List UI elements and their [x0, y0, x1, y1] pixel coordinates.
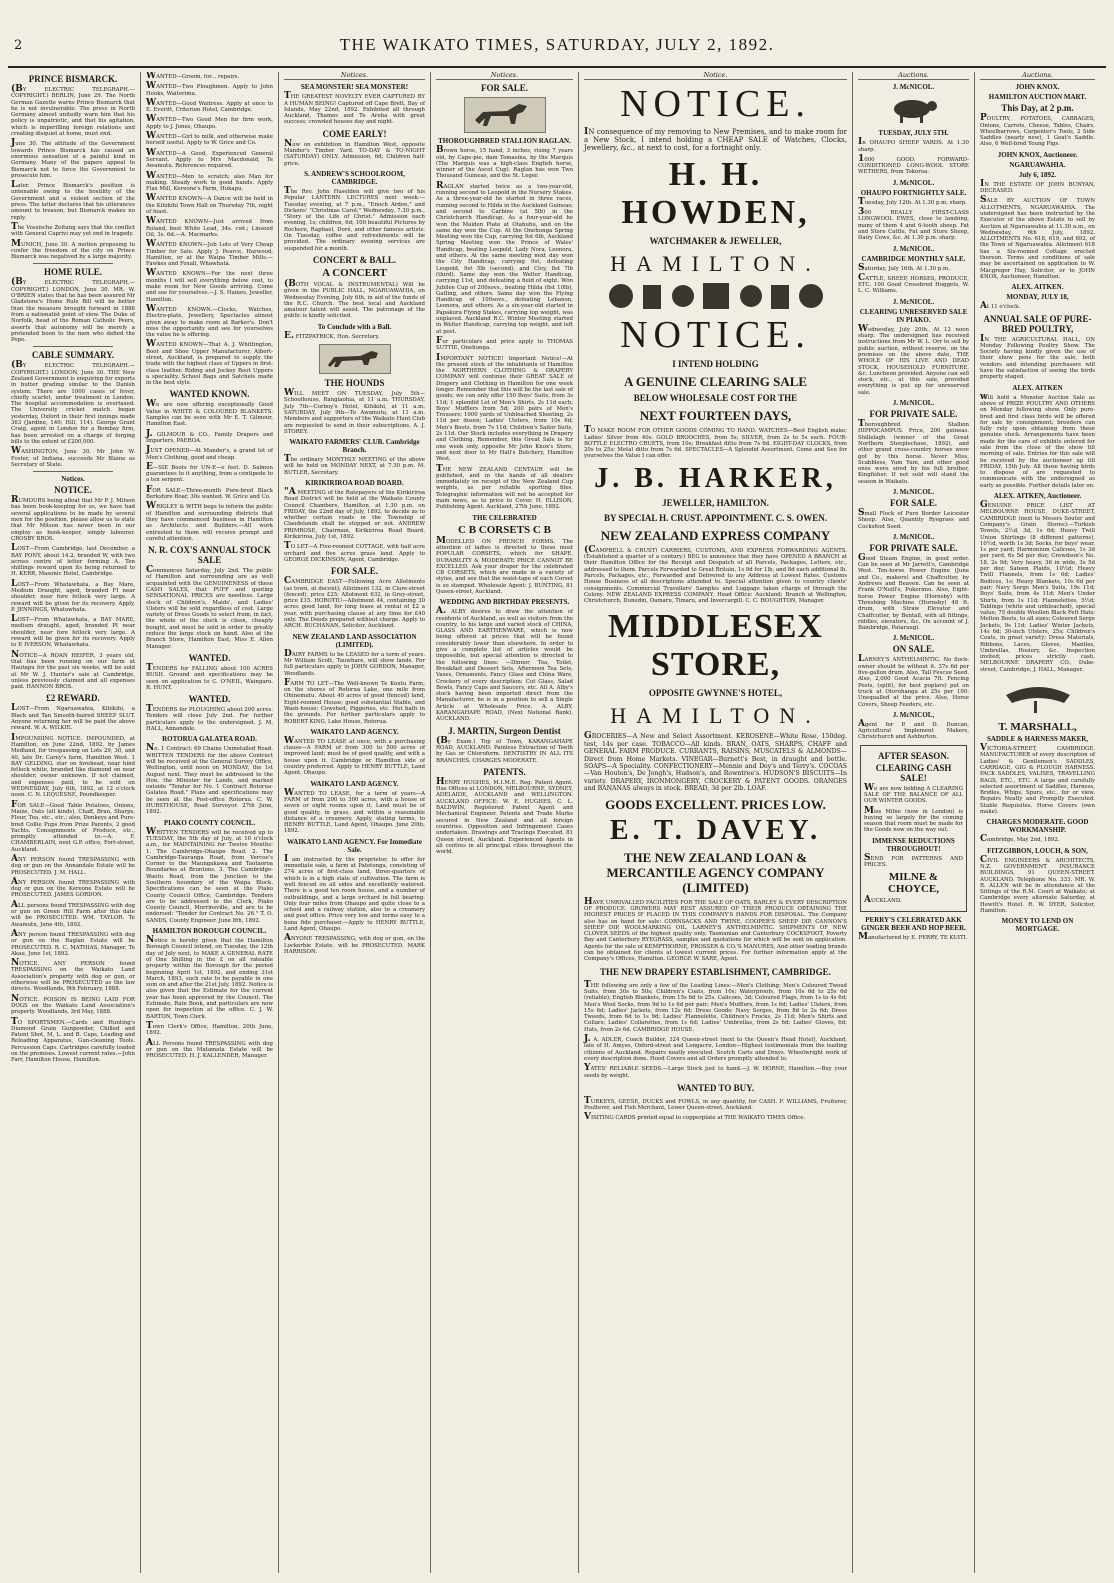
ad-heading: THE NEW ZEALAND LOAN & MERCANTILE AGENCY COMPANY (LIMITED)	[606, 849, 825, 895]
ad-text: NOTICE. ANY PERSON found TRESPASSING on the Waikato Land Association's property with dog or gun, or otherwise will be PROSECUTED as the law directs. Woodlands, 9th February, 1888.	[11, 958, 135, 993]
ad-text: THE GREATEST NOVELTY EVER CAPTURED BY A HUMAN BEING! Captured off Cape Brett, Bay of Islands, May 22nd, 1892. Exhibited all through Auckland, Thames and Te Aroha with great success; crowded houses day and night.	[284, 91, 425, 126]
article-paragraph: June 30. The attitude of the Government towards Prince Bismarck has caused an enormous sensation of a painful kind in Germany. Many of the papers appeal to Bismarck not to force the Government to prosecute him.	[11, 138, 135, 179]
ad-text: WANTED TO LEASE, for a term of years—A FARM of from 200 to 300 acres, with a house of seven or eight rooms upon it. Land must be of good quality, in grass, and within a reasonable distance of a creamery. Apply, stating terms, to HENRY BUTTLE, Land Agent, Ohaupo. June 20th, 1892.	[284, 787, 425, 835]
ad-heading: NEXT FOURTEEN DAYS,	[639, 408, 792, 424]
ad-heading: WAIKATO LAND AGENCY.	[310, 727, 399, 736]
column-2	[141, 72, 279, 1573]
auctioneer-name: J. McNICOL.	[892, 487, 935, 496]
ad-text: WANTED KNOWN.—Clocks, Watches, Electro-plate, Jewellery, Spectacles almost given away to make room at Barker's. Don't miss the opportunity and see for yourselves the value he is offering.	[146, 303, 273, 339]
ad-text: NOTICE. POISON IS BEING LAID FOR DOGS on the Waikato Land Association's property. Woodlands, 3rd May, 1888.	[11, 993, 135, 1016]
ad-text: Tuesday, July 12th. At 1.30 p.m. sharp.	[858, 196, 967, 207]
ad-heading: THE NEW DRAPERY ESTABLISHMENT, CAMBRIDGE.	[600, 966, 831, 977]
ad-text: WANTED KNOWN—That A. J. Whittington, Boot and Shoe Upper Manufacturer, Albert-street, Auckland, is prepared to supply the trade with the highest class of Uppers in first-class leather. Riding and Jockey Boot Uppers a speciality. School Bags and Satchels made in the best style.	[146, 339, 273, 387]
ad-text: WANTED KNOWN—Just arrived from Roland, best White Lead, 34s. cwt.; Linseed Oil, 3s. 6d.—A. Macmarks.	[146, 216, 273, 238]
ad-text: VICTORIA-STREET, CAMBRIDGE. MANUFACTURER of every description of Ladies' & Gentlemen's SADDLES, CARRIAGE, GIG & PLOUGH HARNESS. PACK SADDLES, VALISES, TRAVELLING BAGS, ETC., ETC. A large and carefully selected assortment of Saddles, Harness, Bridles, Whips, Spurs, etc., for or view. Repairs Neatly and Promptly Executed. Stable Requisites. Horse Covers (own make).	[980, 743, 1095, 816]
ad-heading: COME EARLY!	[322, 128, 387, 139]
ad-text: I INTEND HOLDING	[672, 359, 759, 370]
ad-text: NOTICE—A ROAN HEIFER, 3 years old, that has been running on our farm at Hautapu for the past six weeks, will be sold at Mr W. J. Hunter's sale at Cambridge, unless previously claimed and all expenses paid. HANNON BROS.	[11, 649, 135, 691]
ad-heading: CLEARING CASH SALE!	[875, 762, 952, 783]
ad-text: J. GILMOUR & CO., Family Drapers and Importers, PAEROA.	[146, 428, 273, 444]
ad-text: CATTLE, SHEEP, HORSES, PRODUCE, ETC. 100 Good Crossbred Hoggets, W. L. C. Williams.	[858, 272, 969, 295]
ad-text: In OHAUPO SHEEP YARDS. At 1.30 sharp.	[858, 137, 969, 153]
ad-heading: PATENTS.	[483, 766, 526, 777]
ad-heading: PIAKO COUNTY COUNCIL.	[163, 818, 256, 827]
merchant-name: J. B. HARKER,	[594, 462, 837, 494]
page-number: 2	[14, 38, 23, 53]
ad-heading: FOR PRIVATE SALE.	[869, 542, 958, 553]
ad-text: TO SPORTSMEN.—Cards and Hunting's Diamond Grain Gunpowder, Chilled and Patent Shot, M, L. and B. Caps, Loading and Reloading Apparatus, Gun-cleaning Tools. Percussion Caps. Cartridges carefully loaded on the premises. Lowest current rates.—John Farr, Hamilton House, Hamilton.	[11, 1016, 136, 1064]
notice-banner: NOTICE.	[620, 314, 811, 357]
ad-text: LOST—From Cambridge, last December, a BAY PONY, about 14.2, branded W, with two across centre of letter forming A. Ten shillings reward upon its being returned to H. KERR, Masonic Hotel, Cambridge.	[11, 543, 135, 578]
auctioneer-name: J. McNICOL,	[892, 710, 935, 719]
ad-text: 1000 GOOD, FORWARD-CONDITIONED LONG-WOOL STORE WETHERS, from Tokoroa.	[858, 153, 969, 176]
ad-text: A. ALBY desires to draw the attention of residents of Auckland, as well as visitors from the country, to his large and varied stock of CHINA, GLASS AND EARTHENWARE, which is now being offered at prices that will be found considerably lower than elsewhere. In order to give a complete list of articles would be impossible, but special attention is directed to the following lines: —Dinner, Tea, Toilet, Breakfast and Dessert Sets, Afternoon Tea Sets, Vases, Ornaments, Fancy Glass and China Ware, Crockery of every description; Cut Glass, Salad Bowls, Fancy Cups and Saucers, etc. All A. Alby's stock having been imported direct from the Manufacturer, he is in a position to sell a Single Article at Wholesale Price. A. ALBY, KARANGAHAPE ROAD, (Next National Bank), AUCKLAND.	[436, 606, 573, 723]
ad-heading: THOROUGHBRED STALLION RAGLAN.	[438, 137, 571, 146]
ad-text: "A MEETING of the Ratepayers of the Kirikiriroa Road District will be held at the Waikato County Council Chambers, Hamilton, at 1.30 p.m. on FRIDAY, the 22nd day of July, 1892, to decide as to whether certain roads in the Township of Claudelands shall be stopped or not. ANDREW PRIMROSE, Chairman, Kirikiriroa Road Board. Kirikiriroa, July 1st, 1892.	[284, 486, 425, 541]
auctioneer-name: J. McNICOL.	[892, 399, 935, 408]
ad-text: IMPORTANT NOTICE! Important Notice!—At the present stock of the inhabitants of Hamilton the NORTHERN CLOTHING & DRAPERY COMPANY will continue their GREAT SALE of Drapery and Clothing in Hamilton for one week longer. Remember that this will be the last sale of goods; we can only offer 150 Boys' Suits, from 3s 11d; 1 splendid Lot of Men's Shirts, 2s 11d each; Boys' Mufflers from 5d; 200 pairs of Men's Trousers; 1000 yards of Unbleached Sheeting, 2s 11d per dozen; Ladies' Ulsters, from 10s 6d; Men's Boots, from 7s 11d; Children's Sailor Suits, 2s 11d. Our Stock includes everything in Drapery and Clothing. Remember, this Great Sale is for one week only, opposite Mr John Knox's Store, and next door to Mr Hall's Butchery, Hamilton West.	[436, 352, 573, 463]
ad-heading: WAIKATO FARMERS' CLUB. Cambridge Branch.	[289, 438, 420, 455]
ad-text: I am instructed by the proprietor, to offer for immediate sale, a farm at Patetonga, consisting of 274 acres of first-class land, three-quarters of which is in a high state of cultivation. The farm is well fenced on all sides and excellently watered. There is a good ten room house, and a number of outbuildings, and a large orchard in full bearing. Only four miles from Ohaupo and quite close to a school and a railway station, also to a creamery and post office. Price very low and terms easy to a bona fide purchaser.—Apply to HENRY BUTTLE, Land Agent, Ohaupo.	[284, 853, 425, 933]
ad-text: Good Steam Engine, in good order. Can be seen at Mr Jarrett's, Cambridge West. Ten-horse Power Engine (June and Co., makers) and Chaffcutter, by Andrews and Beaven. Can be seen at Frank O'Neill's, Pukerimu. Also, Eight-horse Power Engine (Hornsby) with Threshing Machine (Hornsby) 48 ft. drum, with Straw Elevator and Chaffcutter, by Bentall, with all fittings, riddles, elevators, &c. On account of J. Bainbridge, Pataraugi.	[858, 552, 969, 632]
ad-text: ANY person found TRESPASSING with dog or gun on the Raglan Estate will be PROSECUTED. R. C. MATHIAS, Manager. Te Akau, June 1st, 1892.	[11, 928, 135, 957]
ad-text: WANTED—Men to scratch; also Man for making. Steady work to good hands. Apply Flax Mill, Kereone's Farm, Hukapu.	[146, 170, 273, 193]
ad-heading: SEA MONSTER! SEA MONSTER!	[300, 83, 409, 92]
notice-heading: NOTICE.	[54, 485, 92, 496]
ad-text: Agent for P. and D. Duncan, Agricultural Implement Makers, Christchurch and Ashburton.	[858, 718, 969, 741]
ad-heading: N. R. COX'S ANNUAL STOCK SALE	[148, 545, 271, 566]
ad-heading: PERRY'S CELEBRATED AKK GINGER BEER AND HOP BEER.	[861, 915, 966, 932]
ad-text: ANYONE TRESPASSING, with dog or gun, on the Lockerbie Estate, will be PROSECUTED. MARK HARRISON.	[284, 933, 425, 955]
ad-text: BY SPECIAL H. CRUST. APPOINTMENT. C. S. OWEN.	[603, 512, 828, 523]
ad-heading: IMMENSE REDUCTIONS THROUGHOUT!	[872, 836, 955, 853]
auctioneer-name: JOHN KNOX, Auctioneer.	[997, 150, 1078, 159]
ad-text: At 11 o'clock.	[980, 301, 1021, 312]
ad-heading: MONEY TO LEND ON MORTGAGE.	[1001, 917, 1074, 934]
article-paragraph: WASHINGTON, June 30. Mr John W. Foster, of Indiana, succeeds Mr Blaine as Secretary of State.	[11, 446, 135, 468]
ad-text: SALE BY AUCTION OF TOWN ALLOTMENTS, NGARUAWAHIA. The undersigned has been instructed by the Executor of the above Estate to sell by Auction at Ngaruawahia at 11.30 a.m., on Wednesday, 6th July, 1892. ALLOTMENTS No. 618, 619, and 692, of the Town of Ngaruawahia. Allotment 618 has a Six-roomed Cottage erected thereon. Terms and conditions of sale may be ascertained on application to W. Macgregor Hay, Solicitor, or to JOHN KNOX, Auctioneer, Hamilton.	[980, 195, 1095, 280]
ad-text: Manufactured by E. PERRY, TE KUITI.	[858, 931, 968, 942]
ad-text: Saturday, July 16th. At 1.30 p.m.	[858, 262, 950, 273]
auctioneer-name: J. McNICOL.	[892, 178, 935, 187]
ad-heading: TUESDAY, JULY 5TH.	[878, 129, 949, 138]
auctioneer-name: J. McNICOL.	[892, 532, 935, 541]
ad-text: WANTED KNOWN—For the next three months I will sell everything below cost, to make room for New Goods arriving. Come and see for yourselves.—J. S. Haines, Jeweller, Hamilton.	[146, 268, 273, 303]
ad-heading: C B CORSETS C B	[458, 523, 551, 536]
ad-heading: WAIKATO LAND AGENCY.	[310, 779, 399, 788]
column-5	[579, 72, 853, 1573]
ad-text: TURKEYS, GEESE, DUCKS and FOWLS, in any quantity, for CASH. F. WILLIAMS, Fruiterer, Poulterer, and Fish Merchant, Lower Queen-street, Auckland.	[584, 1095, 847, 1112]
store-name: MIDDLESEX STORE,	[608, 608, 823, 684]
ad-text: FARM TO LET—The Well-known Te Koutu Farm, on the shores of Rotorua Lake, one mile from Ohinemutu. About 40 acres of good (fenced) land, Eight-roomed House; good substantial Stable, and Wash-house; Cowshed, Piggeries, etc. Hot bath in the grounds. For further particulars apply to ROBERT KING, Lake House, Rotorua.	[284, 677, 425, 725]
ad-text: WANTED—Groom, for... repairs.	[146, 72, 240, 81]
auctioneer-name: J. McNICOL.	[892, 83, 935, 92]
ad-heading: T. MARSHALL,	[998, 721, 1077, 734]
ad-heading: THE CELEBRATED	[472, 513, 537, 522]
ad-text: POULTRY, POTATOES, CABBAGES, Onions, Carrots, Cheese, Tables, Chairs, Wheelbarrows, Carpenter's Tools, 2 Side Saddles (nearly new), 1 Goat's Saddle. Also, 6 Well-bred Young Pigs.	[980, 113, 1095, 148]
merchant-name: H. H. HOWDEN,	[621, 156, 810, 232]
ad-text: ANY PERSON found TRESPASSING with dog or gun on the Annandale Estate will be PROSECUTED. J. M. HALL.	[11, 853, 135, 876]
ad-heading: WANTED KNOWN.	[169, 389, 250, 400]
ad-text: BELOW WHOLESALE COST FOR THE	[633, 393, 798, 404]
ad-text: WANTED—A Good, Experienced General Servant. Apply to Mrs Macdonald, Te Awamutu. References required.	[146, 147, 273, 170]
auctioneer-name: J. McNICOL.	[892, 297, 935, 306]
ad-heading: FOR SALE.	[480, 83, 528, 94]
ad-text: FOR SALE—Good Table Potatoes, Onions, Maize, Oats (all kinds), Chaff, Bran, Sharps, Flour, Tea, etc., etc.; also, Donkeys and Pure-bred Collie Pups from Prize Parents, 2 good Yachts. Consignments of Produce, etc., promptly attended to.—A. F. CHAMBERLAIN, next G.P. office, Fort-street, Auckland.	[11, 799, 135, 853]
ad-text: TO LET—A Five-roomed COTTAGE, with half acre orchard and five acres grass land. Apply to GEORGE DICKINSON, Agent, Cambridge.	[284, 541, 425, 563]
ad-heading: July 6, 1892.	[1018, 170, 1057, 179]
ad-text: ALL Persons found TRESPASSING with dog or gun on the Matamata Estate will be PROSECUTED. H. J. KALLENDER, Manager.	[146, 1037, 273, 1060]
ad-text: WRIGLEY & WITH begs to inform the public of Hamilton and surrounding districts that they have commenced business in Hamilton as Architects and Builders.—All work entrusted to them will receive prompt and careful attention.	[146, 501, 273, 542]
ad-text: ALL persons found TRESPASSING with dog or gun on Green Hill Farm after this date will be PROSECUTED. WM. TAYLOR. Te Awamutu, June 4th, 1892.	[11, 899, 135, 928]
auctioneer-name: JOHN KNOX.	[1015, 83, 1060, 92]
ad-heading: GOODS EXCELLENT. PRICES LOW.	[605, 796, 826, 812]
ad-text: WANTED—Two Ploughmen. Apply to John Hooks, Waiterimu.	[146, 81, 273, 97]
ad-text: SEND FOR PATTERNS AND PRICES.	[864, 852, 963, 869]
ad-heading: FOR SALE.	[889, 497, 937, 508]
ad-text: (CAMPBELL & CRUST) CARRIERS, CUSTOMS, AND EXPRESS FORWARDING AGENTS. (Established a quarter of a century.) BEG to announce that they have OPENED A BRANCH at their Hamilton Office for the Receipt and Despatch of all Parcels, Packages, Letters, etc., addressed to them. Parcels Forwarded to Great Britain, 1s 9d for 1lb, and 8d each additional lb. Parcels, Packages, etc., Forwarded and Delivered to any Address at Lowest Rates. Customs House Business of all descriptions attended to. Special attention given to country clients' consignments. Commercial Travellers' Samples and Luggage taken charge of through the Colony. NEW ZEALAND EXPRESS COMPANY, Head Office: Auckland; Branch at Wellington, Christchurch, Dunedin, Oamaru, Timaru, and Invercargill. C. C. HOUGHTON, Manager.	[584, 544, 847, 605]
ad-text: Town Clerk's Office, Hamilton, 20th June, 1892.	[146, 1020, 273, 1037]
ad-text: Wednesday, July 20th. At 12 noon sharp. The undersigned has received instructions from Mr W. L. Orr to sell by public auction, without reserve, on the premises on the above date, THE WHOLE OF HIS LIVE AND DEAD STOCK, HOUSEHOLD FURNITURE, &c. Luncheon provided. Anyone can sell stock, etc., at this sale, provided everything is put up for unreserved sale.	[858, 323, 969, 396]
saddle-illustration	[998, 677, 1078, 717]
masthead-rule	[8, 66, 1106, 68]
ad-text: FOR SALE—Three-month Pure-bred Black Berkshire Boar, 30s wanted. W. Grice and Co.	[146, 484, 273, 501]
column-heading: Notice.	[584, 72, 847, 80]
ad-text: WANTED TO LEASE at once, with a purchasing clause—A FARM of from 300 to 500 acres of improved land; must be of good quality, and with a house upon it. Cambridge or Hamilton side of country preferred. Apply to HENRY BUTTLE, Land Agent, Ohaupo.	[284, 735, 425, 777]
article-paragraph: Later. Prince Bismarck's position is untenable owing to the hostility of the Government and a violent section of the press. The latter declares that his utterances amount to treason, but Bismarck makes no reply.	[11, 180, 135, 221]
ad-heading: ON SALE.	[892, 644, 935, 655]
ad-text: (BOTH VOCAL & INSTRUMENTAL) Will be given in the PUBLIC HALL, NGARUAWAHIA, on Wednesday Evening, July 6th, in aid of the funds of the R.C. Church. The best local and Auckland amateur talent will assist. The patronage of the public is kindly solicited.	[284, 278, 425, 320]
ad-text: 300 REALLY FIRST-CLASS LONGWOOL EWES, close to lambing, many of them 4 and 6-tooth sheep. Fat and Store Cattle, Fat and Store Sheep, Dairy Cows, &c. At 1.30 p.m. sharp.	[858, 207, 969, 242]
ad-text: We are now offering exceptionally Good Value in WHITE & COLOURED BLANKETS. Samples can be seen with Mr E. T. Gilmour, Hamilton East.	[146, 399, 273, 428]
ad-text: will hold a Monster Auction Sale as above of PRIZE POULTRY AND OTHERS on Monday following show. Only pure-bred and first class birds will be offered for sale by consignment; breeders can fully rely upon obtaining from these genuine stock. Arrangements have been made for the care of exhibits entered for sale from the close of the show till morning of sale. Entries for this sale will be received by the auctioneer up till FRIDAY, 15th July. All those having birds to dispose of are requested to communicate with the undersigned as early as possible. Further details later on.	[980, 391, 1095, 489]
ad-heading: CONCERT & BALL.	[312, 254, 397, 265]
ad-text: LARNEY'S ANTHELMINTIC. No flock-owner should be without it. 37s 6d per five-gallon drum. Also, Tall Fescue Seed. Also, 2,000 Good Acacia 7ft. Fencing Posts, (split), for best poplars) put on truck at Otorohanga at 25s per 100. Unequalled at the price. Also, Horse Covers, Sheep Feeders, etc.	[858, 654, 969, 708]
ad-text: TENDERS for PLOUGHING about 200 acres. Tenders will close July 2nd. For further particulars apply to the undersigned. J. M. HALL, Annandale.	[146, 704, 273, 733]
ad-heading: AFTER SEASON.	[877, 750, 949, 761]
merchant-name: E. T. DAVEY.	[609, 814, 822, 846]
sheep-illustration	[884, 95, 944, 125]
notice-banner: NOTICE.	[620, 83, 811, 126]
ad-text: E—SIE Boots for UN-E—e feet. D. Salmon guarantees to it anything, from a centipede to a ten serpent.	[146, 461, 273, 484]
column-heading: Notices.	[436, 72, 573, 80]
section-heading: Notices.	[61, 475, 85, 484]
ad-text: CIVIL ENGINEERS & ARCHITECTS, N.Z. GOVERNMENT INSURANCE BUILDINGS, 91 QUEEN-STREET, AUCKLAND. Telephone No. 333. MR. W. R. ALLEN will be in attendance at the Sittings of the R.M. Court at Waikato; at Cambridge every alternate Saturday, at Hewitt's Hotel. R. W. DYER, Solicitor, Hamilton.	[980, 854, 1095, 915]
auctioneer-name: J. McNICOL.	[892, 244, 935, 253]
ad-text: WRITTEN TENDERS will be received up to TUESDAY, the 5th day of July, at 10 o'clock a.m., for MAINTAINING for Twelve Months: 1. The Cambridge-Ohaupo Road. 2. The Cambridge-Tauranga Road, from Vercoe's Corner to the Maungakawa and Taotaoroa Boundaries at Bruntons. 3. The Cambridge-Waotu Road, from the Junction to the Southern boundary of the Waipa Block. Specifications can be seen at the Piako County Council Office, Cambridge. Tenders are to be addressed to the Clerk, Piako County Council, Morrinsville, and are to be endorsed: "Tender for Contract No. 26." T. O. SANDS, County Engineer. June 8th, 1892.	[146, 826, 273, 924]
ad-heading: S. ANDREW'S SCHOOLROOM, CAMBRIDGE.	[304, 169, 405, 186]
ad-text: IMPOUNDING NOTICE. IMPOUNDED, at Hamilton, on June 22nd, 1892, by James Medland, for trespassing on Lots 29, 30, and 40, late Dr. Carey's farm, Hamilton West. 1 BAY GELDING, star on forehead, near hind fetlock white, branded like diamond on near shoulder; owner unknown. If not claimed, and expenses paid, to be sold on WEDNESDAY, July 6th, 1892, at 12 o'clock noon. C. N. LEQUESNE, Poundkeeper.	[11, 732, 135, 799]
column-3	[279, 72, 431, 1573]
ad-text: WANTED KNOWN—Job Lots of Very Cheap Timber for Sale. Apply J. Pearce, Harwood, Hamilton, or at the Waipa Timber Mills.—Fawkes and Foxall, Whawhata.	[146, 239, 273, 268]
ad-text: HAVE UNRIVALLED FACILITIES FOR THE SALE OF OATS, BARLEY & EVERY DESCRIPTION OF PRODUCE. GROWERS MAY REST ASSURED OF THEIR PRODUCE OBTAINING THE HIGHEST PRICES IF PLACED IN THIS COMPANY'S HANDS FOR DISPOSAL. The Company also has on hand for sale: CORNSACKS AND TWINE, COOPER'S SHEEP DIP, CANNON'S SHEEP DIP, WOOLMARKING OIL, LARNEY'S ANTHELMINTIC. SHIPMENTS OF NEW CLOVER SEEDS of the highest quality only. Tasmanian and Canterbury COCKSFOOT, Poverty Bay and Canterbury RYEGRASS, samples and quotations for which will be sent on application. Agents for the sale of KEMPTHORNE, PROSSER & CO.'S MANURES, And other leading brands can be obtained for clients at lowest current prices. For further information apply at the Company's Offices, Hamilton. GEORGE W. SARE, Agent.	[584, 896, 847, 963]
column-heading: Notices.	[284, 72, 425, 80]
ad-heading: J. MARTIN, Surgeon Dentist	[448, 725, 561, 736]
ad-heading: MILNE & CHOYCE,	[887, 871, 940, 896]
column-4	[431, 72, 579, 1573]
ad-text: MODELLED ON FRENCH FORMS. The attention of ladies is directed to these most POPULAR CORSETS, which for SHAPE, DURABILITY & MODERATE PRICE CANNOT BE EXCELLED. Ask your draper for the celebrated CB CORSETS, which are made in a variety of styles, and see that the waist-tape of each Corset is so stamped. Wholesale Agent: J. BUNTING, 81 Queen-street, Auckland.	[436, 535, 573, 595]
ad-text: (By Exam.) Top of Town, KARANGAHAPE ROAD, AUCKLAND. Painless Extraction of Teeth by Gas or Chloroform. DENTISTRY IN ALL ITS BRANCHES. CHARGES MODERATE.	[436, 735, 573, 764]
auctioneer-name: J. McNICOL.	[892, 634, 935, 643]
ad-text: IN THE ESTATE OF JOHN BUNYAN, DECEASED.	[980, 178, 1095, 195]
auctioneer-name: ALEX. AITKEN.	[1011, 283, 1064, 292]
article-paragraph: (BY ELECTRIC TELEGRAPH.—COPYRIGHT.) LONDON, June 30. THE New Zealand Government is enquiring for exports in butter grading similar to the Danish system. There are 1000 cases of fever, chiefly scarlet, under treatment in London. The hospital accommodation is overtaxed. The University cricket match began yesterday, Oxford in their first innings made 363 (Jardine, 140; Hill, 114). George Grant Craig, agent in London for a Bombay firm, has been arrested on a charge of forging bills to the extent of £200,000.	[11, 360, 135, 445]
hound-illustration	[319, 344, 391, 374]
ad-text: LOST—From Whatawhata, a Bay Mare, Medium Draught, aged, branded FI near shoulder, near fore fetlock very large. A reward will be given for its recovery. Apply, P. JENNINGS, Whatawhata.	[11, 578, 135, 613]
ad-text: GENUINE PRICE LIST AT MELBOURNE HOUSE, DUKE-STREET, CAMBRIDGE (next to Messrs Souter and Company's Grain Stores):—Turkish Towels, 2½d, 3d, 1s 6d; Heavy Twill Union Shirtings (8 different patterns), 10½d, worth 1s 3d; Socks, for boys' wear, 1s per yard; Harmonium Calicoes, 1s 3d per yard, 6s 5d per doz; Crewdson's No. 18, 2s 9d; Very heavy, 36 in wide, 3s 5d per doz; Sateen Plaids, 10½d; Heavy Twill Flannels, from 1s 6d; Ladies' Bodices, 1s; Heavy Blankets, 10s 6d per pair; Navy Serge Men's Suits, 19s 11d; Boys' Suits, from 4s 11d; Men's Under Shirts, from 1s 11d; Flannelettes, 5½d; Tablings (white and unbleached), special value; 75 double Woollen Black Felt Hats; Melton Boots, to all sizes; Coloured Serge Jackets, 9s 11d; Ladies' Winter Jackets, 14s 6d; 30-inch Ulsters, 25s; Children's Coats, in great variety; Dress Materials, Ribbons, Laces, Gloves, Mantles, Umbrellas, Hosiery, &c. Inspection invited; prices strictly cash. MELBOURNE DRAPERY CO., Duke-street, Cambridge, J. HALL, Manager.	[980, 500, 1096, 673]
ad-text: Notice is hereby given that the Hamilton Borough Council intend, on Tuesday, the 12th day of July next, to MAKE A GENERAL RATE of One Shilling in the £ on all rateable property within the Borough for the period beginning April 1st, 1892, and ending 31st March, 1893, such rate to be payable in one sum on and after the 21st July, 1892. Notice is also given that the Estimate for the current year has been approved by the Council. The Estimate, Rate Book, and particulars are now open for inspection at the office. C. J. W. BARTON, Town Clerk.	[146, 935, 273, 1020]
article-paragraph: MUNICH, June 30. A motion proposing to confer the freedom of the city on Prince Bismarck was negatived by a large majority.	[11, 238, 135, 261]
ad-heading: To Conclude with a Ball.	[317, 322, 392, 331]
ad-heading: This Day, at 2 p.m.	[1001, 103, 1074, 114]
ad-text: LOST—From Ngaruawahia, Kihikihi, a Black and Tan Smooth-haired SHEEP SLUT. Anyone returning her will be paid the above reward. W. A. WILKIE.	[11, 703, 135, 732]
columns	[6, 72, 1108, 1573]
ad-text: TO MAKE ROOM FOR OTHER GOODS COMING TO HAND. WATCHES—Best English make; Ladies' Silver from 40s. GOLD BROOCHES, from 5s; SILVER, from 2s to 5s each. FOUR-BOTTLE ELECTRO CRUETS, from 10s; Breakfast ditto from 7s 6d. EIGHT-DAY CLOCKS, from 20s to 25s; Metal ditto from 7s 6d. SPECTACLES—A Splendid Assortment. Come and See for yourselves the Value I can offer.	[584, 425, 847, 460]
town-name: HAMILTON.	[610, 703, 821, 729]
ad-text: LOST—From Whatawhata, a BAY MARE, medium draught, aged, branded PI near shoulder, near fore fetlock very large. A reward will be given for its recovery. Apply to P. IVERSON, Whatawhata.	[11, 614, 135, 649]
milne-choyce-ad	[860, 745, 967, 912]
column-1	[6, 72, 141, 1573]
headline-home-rule: HOME RULE.	[43, 267, 102, 278]
article-paragraph: (BY ELECTRIC TELEGRAPH.—COPYRIGHT.) LONDON, June 30. MR. W. O'BRIEN states that he has been assured Mr Gladstone's Home Rule Bill will be better than the measure brought forward in 1886 from a nationalist point of view. The Duke of Norfolk, head of the Roman Catholic Peers, asserts that autonomy will be merely a pretended boon to the men who defied the Pope.	[11, 277, 135, 344]
ad-heading: WANTED.	[188, 652, 231, 663]
ad-text: THE NEW ZEALAND CENTAUR will be published, and in the hands of all dealers immediately on receipt of the New Zealand Cup weights, as per reliable sporting files. Telegraphic information will not be accepted for main news, as to price to Cover. H. ELLISON, Publishing Agent. Auckland, 27th June, 1892.	[436, 463, 573, 511]
merchant-trade: JEWELLER, HAMILTON.	[662, 497, 769, 508]
ad-text: Cambridge, May 2nd, 1892.	[980, 834, 1060, 845]
ad-heading: THE HOUNDS	[324, 378, 385, 389]
ad-text: TENDERS for FALLING about 100 ACRES BUSH. Ground and specifications may be seen on application to C. O'NEIL, Waingaro. R. HUNT.	[146, 662, 273, 691]
ad-heading: HAMILTON AUCTION MART.	[988, 93, 1087, 102]
ad-heading: FITZGIBBON, LOUCH, & SON,	[987, 846, 1088, 855]
ad-text: THE following are only a few of the Leading Lines:—Men's Clothing: Men's Coloured Tweed Suits, from 30s to 50s; Children's Coats, from 10s; Waterproofs, from 10s 6d to 25s 6d (reliable); English Blankets, from 15s 6d to 25s. Calicoes, 3d; Coloured Flags, from 1s to 4s 6d; Men's Wool Socks, from 9d to 1s 6d per pair; Men's Mufflers, from 1s 6d; Ladies' Ulsters, from 15s 6d; Ladies' Jackets, from 12s 6d; Dress Goods: Navy Serges, from 8d to 2s 6d; Dress Tweeds, from 6d to 1s 9d; Ladies' Flannelette, Children's Frocks, 2s 11d; Men's Shirts and Collars; Ladies' Collarettes, from 1s 6d; Ladies' Umbrellas, from 2s 6d; Ladies' Gloves, 6d; Hats, from 2s 6d. CAMBRIDGE HOUSE.	[584, 979, 847, 1033]
racehorse-illustration	[464, 97, 546, 133]
ad-heading: ROTORUA GALATEA ROAD.	[162, 735, 257, 744]
ad-text: WANTED KNOWN—A Dance will be held in the Kihikihi Town Hall on Thursday 7th, night of feast.	[146, 193, 273, 216]
ad-text: WANTED—Good Waitress. Apply at once to E. Everitt, Criterion Hotel, Cambridge.	[146, 97, 273, 114]
ad-text: Brown horse, 15 hand, 3 inches, rising 7 years old, by Cape-pie, dam Tomasina, by the Marquis (The Marquis was a high-class English horse, winner of the Ascot Cup). Raglan has won Two Thousand Guineas, and the St. Leger.	[436, 145, 573, 180]
ad-heading: CHARGES MODERATE. GOOD WORKMANSHIP.	[986, 818, 1089, 835]
ad-text: DAIRY FARMS to be LEASED for a term of years. Mr William Scott, Tauwhare, will show lands. For full particulars apply to JOHN GORDON, Manager, Woodlands.	[284, 648, 425, 677]
auctioneer-name: ALEX. AITKEN, Auctioneer.	[993, 492, 1082, 501]
store-location: OPPOSITE GWYNNE'S HOTEL,	[648, 688, 783, 699]
ad-text: WANTED—Two Good Men for firm work, Apply to J. Jones, Ohaupo.	[146, 114, 273, 130]
ad-text: Commences Saturday, July 2nd. The public of Hamilton and surrounding are as well acquainted with the GENUINENESS of these CASH SALES, that PUFF and quoting SENSATIONAL PRICES are needless. Large stock of Children's, Maids', and Ladies' Ulsters will be sold regardless of cost. Large variety of Dress Goods to select from; in fact, the whole of the stock is clean, cheaply bought, and must be sold in order to greatly reduce the large stock on hand. Also at the Branch Store, Hamilton East, Miss E. Allen Manager.	[146, 565, 273, 650]
ad-heading: NGARUAWAHIA.	[1009, 160, 1066, 169]
merchant-trade: WATCHMAKER & JEWELLER,	[649, 236, 782, 247]
ad-heading: A GENUINE CLEARING SALE	[623, 374, 808, 390]
column-6	[853, 72, 975, 1573]
ad-text: Miss Milne (now in London) is buying so largely for the coming season that room must be made for the Goods now on the way out.	[864, 805, 963, 834]
ad-heading: NEW ZEALAND EXPRESS COMPANY	[600, 527, 831, 543]
ad-text: YATES' RELIABLE SEEDS.—Large Stock just to hand.—J. W. HORNE, Hamilton.—Buy your seeds by weight.	[584, 1063, 847, 1079]
ad-heading: SADDLE & HARNESS MAKER,	[986, 735, 1089, 744]
ad-heading: WEDDING AND BIRTHDAY PRESENTS.	[439, 598, 570, 607]
clocks-illustration	[601, 281, 831, 311]
ad-text: Small Flock of Pure Border Leicester Sheep. Also, Quantity Ryegrass and Cocksfoot Seed.	[858, 507, 969, 530]
ad-text: AUCKLAND.	[864, 895, 902, 906]
ad-heading: A CONCERT	[322, 266, 387, 279]
ad-heading: HAMILTON BOROUGH COUNCIL.	[152, 927, 267, 936]
ad-text: JUST OPENED—At Mander's, a grand lot of Men's Clothing, good and cheap.	[146, 445, 273, 461]
ad-text: WILL MEET ON TUESDAY, July 5th—Schoolhouse, Rangiaohia, at 11 a.m. THURSDAY, July 7th—Corboy's Hotel, Kihikihi, at 11 a.m. SATURDAY, July 9th—Te Awamutu, at 11 a.m. Members and supporters of the Waikato Hunt Club are requested to send in their subscriptions. A. J. STOREY.	[284, 388, 425, 435]
ad-heading: FOR PRIVATE SALE.	[869, 409, 958, 420]
auctioneer-name: ALEX. AITKEN	[1012, 383, 1063, 392]
ad-heading: ANNUAL SALE OF PURE-BRED POULTRY,	[983, 313, 1092, 334]
ad-heading: WANTED.	[188, 694, 231, 705]
divider	[33, 346, 112, 347]
ad-text: RUMOURS being afloat that Mr P. J. Mitson has been book-keeping for us, we have had several applications to be made by several men for the position, please allow us to state that Mr Mitson has never been in our employ as book-keeper, simply labourer. CROSBY BROS.	[11, 495, 135, 542]
ad-heading: CAMBRIDGE MONTHLY SALE.	[861, 254, 966, 263]
headline-bismarck: PRINCE BISMARCK.	[28, 74, 118, 84]
ad-text: Thoroughbred Stallion HIPPOCAMPUS. Price, 200 guineas. Shillelagh (winner of the Great Northern Steeplechase, 1892), and other grand cross-country horses were got by this horse. Never Miss, Scabbless, Yum Yum, and other good ones were sired by his full brother, Kingfisher. If not sold will stand the season in Waikato.	[858, 419, 969, 485]
ad-text: HENRY HUGHES, M.I.M.E. Reg. Patent Agent. Has Offices at LONDON, MELBOURNE, SYDNEY, ADELAIDE, AUCKLAND and WELLINGTON. AUCKLAND OFFICE: W. E. HUGHES, C. L. BALDWIN, Registered Patent Agent and Mechanical Engineer. Patents and Trade Marks secured in New Zealand and all foreign countries. Opposition and Infringement Cases undertaken. Drawings and Tracings Executed. 81 Queen street, Auckland. Experienced Agents in all centres in all principal cities throughout the world.	[436, 776, 573, 856]
reward-heading: £2 REWARD.	[46, 693, 100, 704]
divider	[33, 471, 112, 472]
ad-text: GROCERIES—A New and Select Assortment. KEROSENE—White Rose, 150deg. test, 14s per case. TOBACCO—All kinds. BRAN, OATS, SHARPS, CHAFF and GENERAL FARM PRODUCE. CURRANTS, RAISINS, MUSCATELS & ALMONDS—Direct from Home Markets. VINEGAR—Burnett's Best, in draught and bottle. SOAPS—A Speciality. CONFECTIONERY—Mennie and Dey's and Terry's. COCOAS—Van Houten's, De Jongh's, Hudson's, and Rowntree's. HUDSON'S BISCUITS—In variety. DRAPERY, IRONMONGERY, CROCKERY & PATENT GOODS. ORANGES and BANANAS always in stock. BREAD, 3d per 2lb. LOAF.	[584, 731, 847, 793]
ad-text: Now on exhibition in Hamilton West, opposite Mander's Timber Yard. TO-DAY & TO-NIGHT (SATURDAY) ONLY. Admission, 6d; Children half-price.	[284, 138, 425, 167]
ad-text: ANY PERSON found TRESPASSING with dog or gun on the Kereone Estate will be PROSECUTED. JAMES GORDON.	[11, 876, 135, 899]
column-heading: Auctions.	[858, 72, 969, 80]
ad-text: The Rev. John Haselden will give two of his Popular LANTERN LECTURES next week:—Tuesday evening, at 7 p.m., "Enoch Arden," and Dickens' "Christmas Carol;" Wednesday, 7.30 p.m., "Story of the Life of Christ." Admission each evening, 1s; children, 6d; 100 beautiful Pictures by Rochere, Raphael, Doré, and other famous artists. On Tuesday, coffee and refreshments will be provided. The ordinary evening services are suspended for a month.	[284, 185, 425, 252]
ad-text: For particulars and price apply to THOMAS SUTTIE, Onehunga.	[436, 335, 573, 352]
ad-heading: CLEARING UNRESERVED SALE IN PIAKO.	[859, 307, 968, 324]
ad-text: No. 1 Contract: 69 Chains Unmetalled Road. WRITTEN TENDERS for the above Contract will be received at the General Survey Office, Wellington, until noon on MONDAY, the 1st August next. They must be addressed to the Hon. the Minister for Lands, and marked outside "Tender for No. 1 Contract Rotorua-Galatea Road." Plans and specifications may be seen at the Post-office Rotorua. C. W. HURSTHOUSE, Road Surveyor. 27th June, 1892.	[146, 743, 273, 816]
masthead	[0, 30, 1114, 70]
divider	[33, 263, 112, 264]
ad-heading: WANTED TO BUY.	[676, 1082, 755, 1093]
column-heading: Auctions.	[980, 72, 1095, 80]
town-name: HAMILTON.	[610, 251, 821, 277]
article-paragraph: The Vossische Zeitung says that the conflict with General Caprivi may yet end in tragedy.	[11, 221, 135, 238]
ad-text: VISITING CARDS printed equal to copperplate at THE WAIKATO TIMES Office.	[584, 1112, 806, 1123]
ad-text: IN THE AGRICULTURAL HALL, ON Monday Following Poultry Show. The Society having kindly given the use of their show pens for the sale, both vendors and intending purchasers will have the satisfaction of seeing the birds properly staged.	[980, 333, 1095, 381]
ad-heading: MONDAY, JULY 18,	[1006, 293, 1069, 302]
ad-heading: NEW ZEALAND LAND ASSOCIATION (LIMITED).	[292, 632, 417, 649]
ad-text: The ordinary MONTHLY MEETING of the above will be held on MONDAY NEXT, at 7.30 p.m. M. BUTLER, Secretary.	[284, 454, 425, 476]
ad-text: CAMBRIDGE EAST—Following Acre Allotments (as town, at decent); Allotment 132, in Clare-street (fenced), price £25; Allotment 632, in Grey-street, price £15. HOROTIU—Allotment 44, containing 30 acres good land, for long lease at rental of £2 a year, with purchasing clause at any time for £40 only. The Deeds prepared without charge. Apply to ARCH. BUCHANAN, Solicitor, Auckland.	[284, 576, 425, 630]
ad-heading: FOR SALE.	[330, 566, 378, 577]
newspaper-title: THE WAIKATO TIMES, SATURDAY, JULY 2, 1892.	[339, 35, 775, 54]
ad-heading: WAIKATO LAND AGENCY. For Immediate Sale.	[287, 837, 422, 854]
article-paragraph: (BY ELECTRIC TELEGRAPH.—COPYRIGHT.) BERLIN, June 29. The North German Gazette warns Prince Bismarck that he is not invulnerable. The press in North Germany almost unitedly warn him that his policy is unpatriotic, and that his agitation, which is imperilling foreign relations and creating disquiet at home, must end.	[11, 84, 135, 138]
ad-text: RAGLAN started twice as a two-year-old, running second to Leopold in the Nursery Stakes. As a three-year-old he started in three races, running second to Hilda in the Auckland Guineas; and second to Carbine (at 5lb) in the Christchurch Handicap. As a four-year-old he won the Maiden Plate at Otahuhu, and on the same day won the Cup. At the Onehunga Spring Meeting won the Cup, carrying 9st 6lb, Auckland Spring Meeting won the Prince of Wales' Handicap, beating Leopold, Lady Nora, Leonora, and others. At the same meeting next day won the City Handicap, carrying 9st, defeating Leopold, 9st 5lb (second), and Cloy, 8st 7lb (third). Same day won the Welter Handicap, carrying 11st, and defeating a field of eight. Won Jubilee Cup of 200sovs., beating Hilda (8st 10lb), Gatling, and others. Same day won the Flying Handicap of 100sovs., defeating Lebanon, Leonora, and others. As a six-year-old started in Papakura Flying Stakes, carrying top weight, was unplaced. Auckland R.C. Winter Meeting started in Welter Handicap, carrying top weight, and left at post.	[436, 180, 573, 335]
ad-heading: KIRIKIRIROA ROAD BOARD.	[305, 478, 404, 487]
ad-text: We are now holding A CLEARING SALE OF THE BALANCE OF ALL OUR WINTER GOODS.	[864, 782, 963, 805]
ad-text: IN consequence of my removing to New Premises, and to make room for a New Stock, I intend holding a CHEAP SALE of Watches, Clocks, Jewellery, &c., at next to cost, for a fortnight only.	[584, 127, 847, 153]
ad-text: WANTED—Girl to milk, and otherwise make herself useful. Apply to W. Grice and Co.	[146, 131, 273, 147]
ad-text: E. FITZPATRICK, Hon. Secretary.	[284, 330, 380, 341]
ad-text: J. A. ADLER, Coach Builder, 324 Queen-street (next to the Queen's Head Hotel), Auckland, late of H. Amyes, Oxford-street and Longacre, London—Highest testimonials from the leading citizens of Auckland. Repairs neatly executed. Scotch Carts and Drays. Wheelwright work of every description done. Hood Covers and all Orders promptly attended to.	[584, 1034, 847, 1062]
column-7	[975, 72, 1100, 1573]
ad-heading: OHAUPO FORTNIGHTLY SALE.	[860, 188, 967, 197]
headline-cable-summary: CABLE SUMMARY.	[31, 350, 115, 361]
